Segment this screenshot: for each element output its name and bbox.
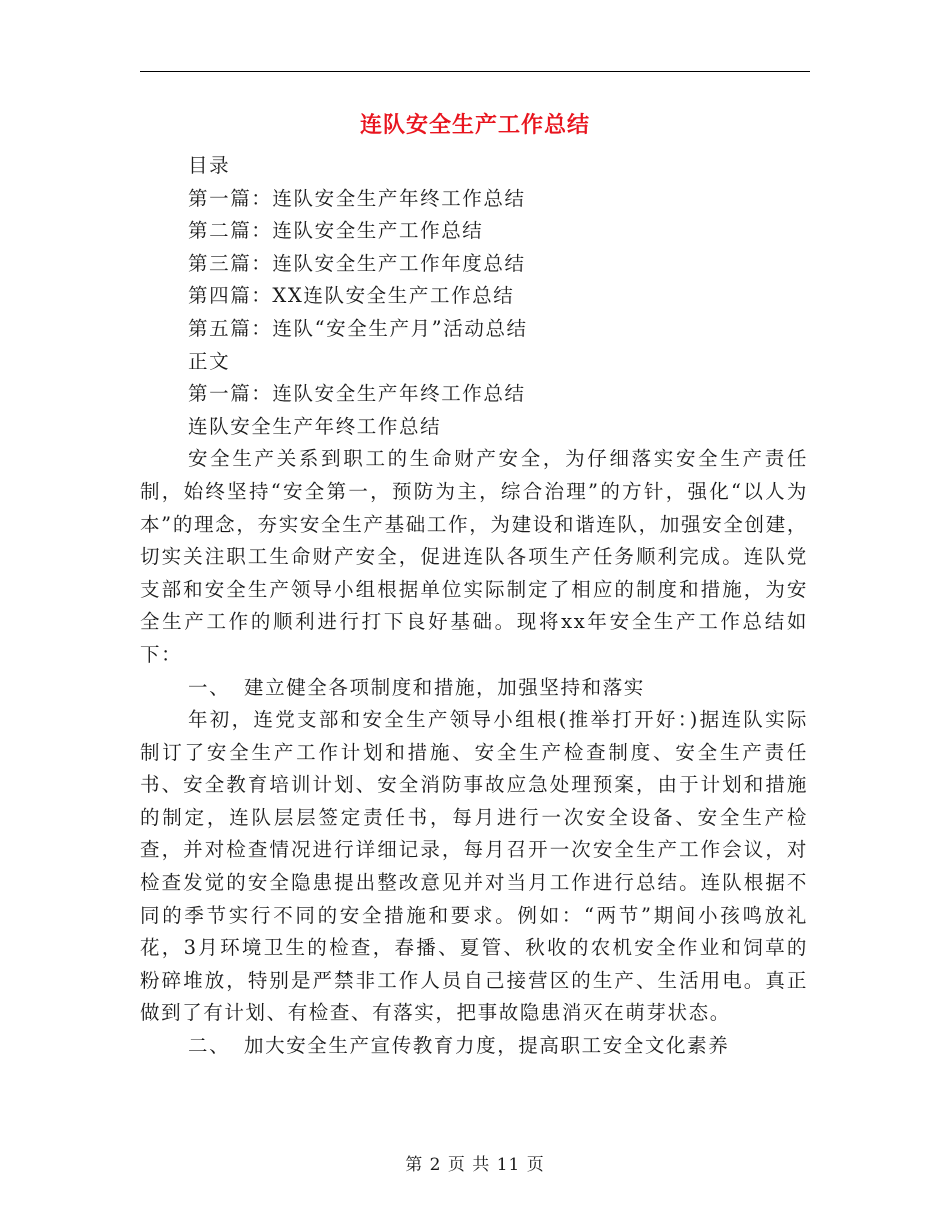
intro-paragraph: 安全生产关系到职工的生命财产安全，为仔细落实安全生产责任制，始终坚持“安全第一，预防为主，综合治理”的方针，强化“以人为本”的理念，夯实安全生产基础工作，为建设和谐连队，加强安全创建，切实关注职工生命财产安全，促进连队各项生产任务顺利完成。连队党支部和安全生产领导小组根据单位实际制定了相应的制度和措施，为安全生产工作的顺利进行打下良好基础。现将xx年安全生产工作总结如下：: [140, 447, 808, 666]
section-title: 加大安全生产宣传教育力度，提高职工安全文化素养: [244, 1034, 730, 1058]
toc-item: 第一篇：连队安全生产年终工作总结: [188, 186, 526, 210]
part-title: 第一篇：连队安全生产年终工作总结: [188, 382, 526, 406]
section-heading: [140, 1030, 808, 1063]
toc-item: 第四篇：XX连队安全生产工作总结: [188, 284, 515, 308]
section-number: 一、: [188, 675, 231, 699]
document-body: [140, 150, 808, 1063]
section-heading: [140, 672, 808, 705]
body-label: 正文: [188, 349, 231, 373]
section-number: 二、: [188, 1034, 231, 1058]
page-number: 第 2 页 共 11 页: [405, 1155, 545, 1175]
header-rule: [140, 71, 810, 72]
part-subtitle: 连队安全生产年终工作总结: [188, 414, 442, 438]
toc-label: 目录: [188, 154, 231, 177]
section-title: 建立健全各项制度和措施，加强坚持和落实: [244, 675, 645, 699]
document-title: 连队安全生产工作总结: [359, 113, 590, 138]
toc-item: 第五篇：连队“安全生产月”活动总结: [188, 316, 528, 340]
section-paragraph: 年初，连党支部和安全生产领导小组根(推举打开好：)据连队实际制订了安全生产工作计划和措施、安全生产检查制度、安全生产责任书、安全教育培训计划、安全消防事故应急处理预案，由于计划和措施的制定，连队层层签定责任书，每月进行一次安全设备、安全生产检查，并对检查情况进行详细记录，每月召开一次安全生产工作会议，对检查发觉的安全隐患提出整改意见并对当月工作进行总结。连队根据不同的季节实行不同的安全措施和要求。例如：“两节”期间小孩鸣放礼花，3月环境卫生的检查，春播、夏管、秋收的农机安全作业和饲草的粉碎堆放，特别是严禁非工作人员自己接营区的生产、生活用电。真正做到了有计划、有检查、有落实，把事故隐患消灭在萌芽状态。: [140, 708, 808, 1025]
toc-item: 第三篇：连队安全生产工作年度总结: [188, 251, 526, 275]
toc-item: 第二篇：连队安全生产工作总结: [188, 219, 484, 243]
